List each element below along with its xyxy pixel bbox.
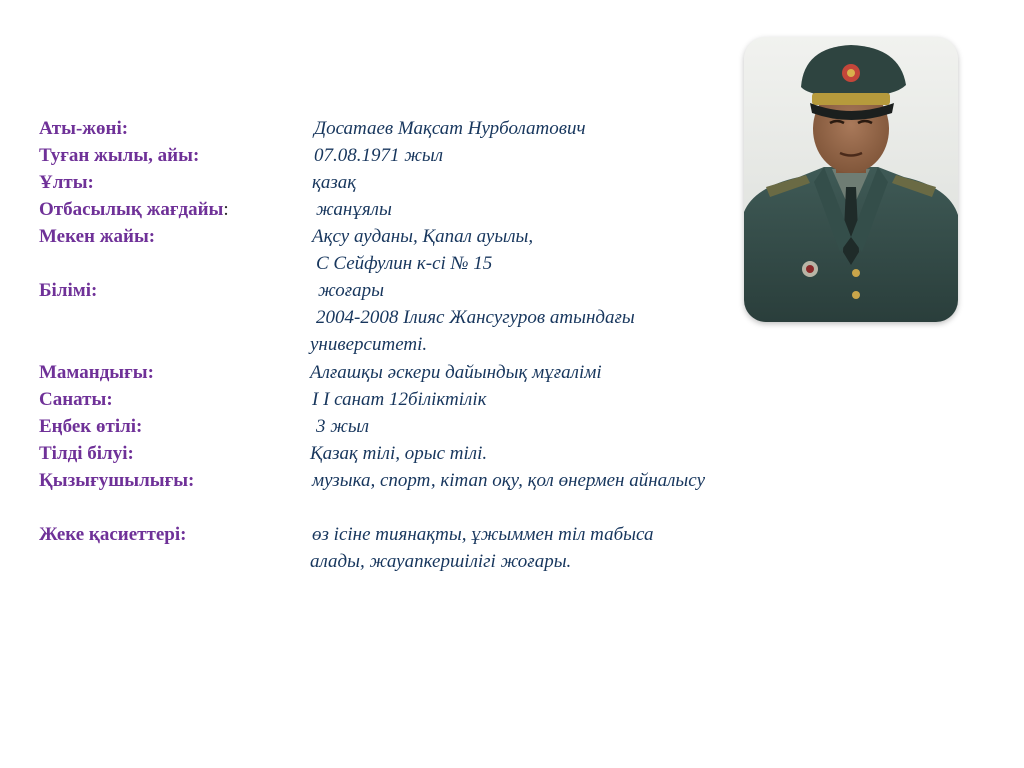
row-nationality (0, 172, 1024, 199)
nationality-value: қазақ (312, 172, 357, 193)
row-category (0, 389, 1024, 416)
interests-label: Қызығушылығы: (39, 470, 195, 491)
full-name-value: Досатаев Мақсат Нурболатович (314, 118, 586, 139)
category-value: I I санат 12біліктілік (312, 389, 487, 410)
row-education-3 (0, 334, 1024, 361)
specialty-label: Мамандығы: (39, 362, 154, 383)
row-interests (0, 470, 1024, 497)
address-line-1: Ақсу ауданы, Қапал ауылы, (312, 226, 534, 247)
nationality-label: Ұлты: (39, 172, 94, 193)
interests-value: музыка, спорт, кітап оқу, қол өнермен айналысу (312, 470, 706, 491)
full-name-label: Аты-жөні: (39, 118, 129, 139)
row-birth (0, 145, 1024, 172)
birth-value: 07.08.1971 жыл (314, 145, 444, 166)
family-label-text: Отбасылық жағдайы (39, 199, 224, 220)
row-education-2 (0, 307, 1024, 334)
row-address-2 (0, 253, 1024, 280)
category-label: Санаты: (39, 389, 113, 410)
education-label: Білімі: (39, 280, 98, 301)
languages-value: Қазақ тілі, орыс тілі. (310, 443, 488, 464)
education-line-1: жоғары (318, 280, 384, 301)
experience-label: Еңбек өтілі: (39, 416, 143, 437)
row-qualities (0, 524, 1024, 551)
experience-value: 3 жыл (316, 416, 370, 437)
row-education (0, 280, 1024, 307)
family-label (39, 199, 229, 221)
row-languages (0, 443, 1024, 470)
family-value: жанұялы (316, 199, 392, 220)
qualities-line-1: өз ісіне тиянақты, ұжыммен тіл табыса (312, 524, 654, 545)
row-specialty (0, 362, 1024, 389)
family-label-colon: : (223, 199, 229, 220)
row-qualities-2 (0, 551, 1024, 578)
languages-label: Тілді білуі: (39, 443, 134, 464)
address-line-2: С Сейфулин к-сі № 15 (316, 253, 493, 274)
specialty-value: Алғашқы әскери дайындық мұғалімі (310, 362, 602, 383)
qualities-label: Жеке қасиеттері: (39, 524, 187, 545)
address-label: Мекен жайы: (39, 226, 156, 247)
row-address (0, 226, 1024, 253)
row-experience (0, 416, 1024, 443)
education-line-3: университеті. (310, 334, 428, 355)
birth-label: Туған жылы, айы: (39, 145, 200, 166)
education-line-2: 2004-2008 Ілияс Жансугуров атындағы (316, 307, 635, 328)
row-family (0, 199, 1024, 226)
qualities-line-2: алады, жауапкершілігі жоғары. (310, 551, 572, 572)
row-full-name (0, 118, 1024, 145)
